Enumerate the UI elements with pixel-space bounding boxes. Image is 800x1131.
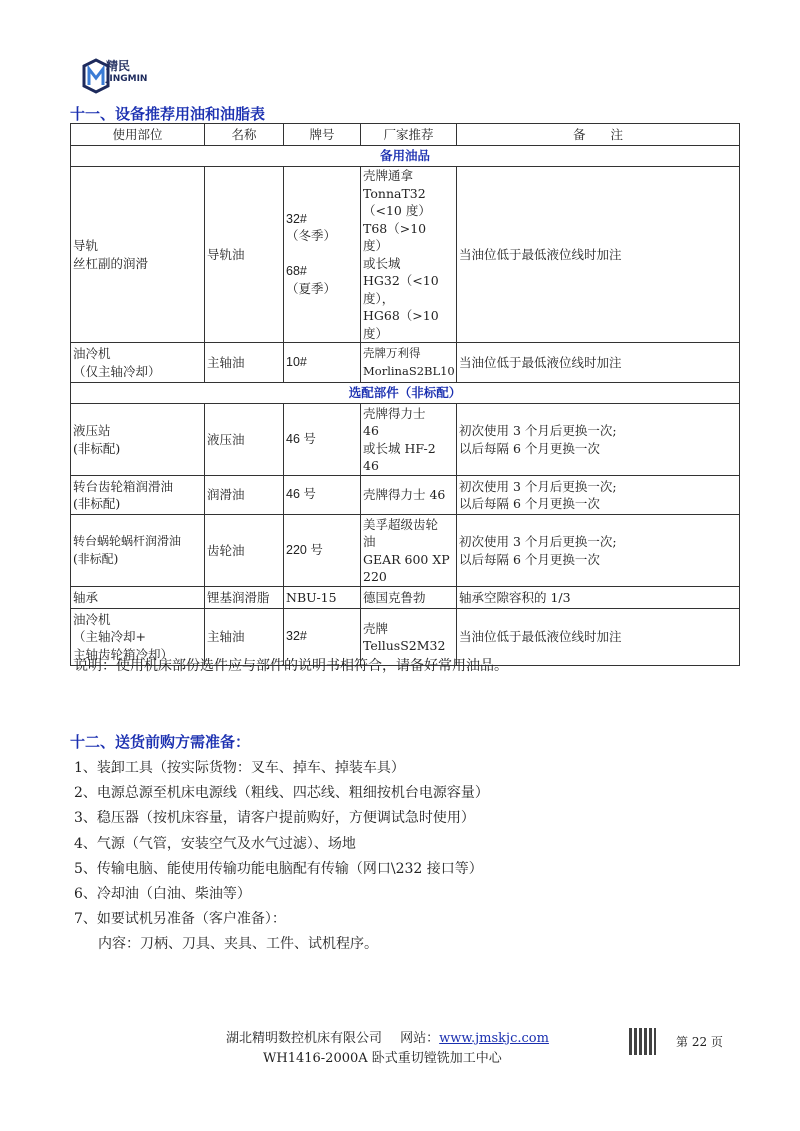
oil-table xyxy=(70,123,740,666)
header-cell: 牌号 xyxy=(284,124,361,146)
part-cell: 油冷机 （主轴冷却+ 主轴齿轮箱冷却） xyxy=(71,609,205,666)
table-row xyxy=(71,167,740,343)
note-cell: 轴承空隙容积的 1/3 xyxy=(457,587,740,609)
table-row xyxy=(71,515,740,587)
note-cell: 初次使用 3 个月后更换一次; 以后每隔 6 个月更换一次 xyxy=(457,515,740,587)
header-cell: 名称 xyxy=(205,124,284,146)
grade-cell: NBU-15 xyxy=(284,587,361,609)
table-row xyxy=(71,404,740,476)
maker-cell: 壳牌 TellusS2M32 xyxy=(361,609,457,666)
table-row xyxy=(71,587,740,609)
footer-company-line xyxy=(226,1027,549,1046)
part-cell: 转台齿轮箱润滑油 (非标配) xyxy=(71,476,205,515)
name-cell: 主轴油 xyxy=(205,343,284,383)
group-heading: 备用油品 xyxy=(71,146,740,167)
table-header-row xyxy=(71,124,740,146)
maker-cell: 壳牌得力士 46 xyxy=(361,476,457,515)
grade-cell: 220 号 xyxy=(284,515,361,587)
maker-cell: 德国克鲁勃 xyxy=(361,587,457,609)
list-item: 1、装卸工具（按实际货物：叉车、掉车、掉装车具） xyxy=(74,760,405,776)
list-subitem: 内容：刀柄、刀具、夹具、工件、试机程序。 xyxy=(98,936,378,953)
logo-en: JINGMIN xyxy=(106,74,148,84)
grade-cell: 46 号 xyxy=(284,404,361,476)
page-number: 第 22 页 xyxy=(676,1035,723,1049)
footer-model: WH1416-2000A 卧式重切镗铣加工中心 xyxy=(263,1051,502,1066)
name-cell: 齿轮油 xyxy=(205,515,284,587)
section-11-title: 十一、设备推荐用油和油脂表 xyxy=(70,105,266,123)
name-cell: 润滑油 xyxy=(205,476,284,515)
table-row xyxy=(71,343,740,383)
group-heading: 选配部件（非标配） xyxy=(71,383,740,404)
note-cell: 当油位低于最低液位线时加注 xyxy=(457,167,740,343)
part-cell: 转台蜗轮蜗杆润滑油 (非标配) xyxy=(71,515,205,587)
maker-cell: 美孚超级齿轮 油 GEAR 600 XP 220 xyxy=(361,515,457,587)
table-row xyxy=(71,476,740,515)
part-cell: 导轨 丝杠副的润滑 xyxy=(71,167,205,343)
maker-cell: 壳牌万利得 MorlinaS2BL10 xyxy=(361,343,457,383)
logo-cn: 精民 xyxy=(106,59,131,73)
maker-cell: 壳牌得力士 46 或长城 HF-2 46 xyxy=(361,404,457,476)
note-cell: 初次使用 3 个月后更换一次; 以后每隔 6 个月更换一次 xyxy=(457,476,740,515)
grade-cell: 32# （冬季） 68# （夏季） xyxy=(284,167,361,343)
part-cell: 轴承 xyxy=(71,587,205,609)
preparation-list xyxy=(74,756,489,958)
part-cell: 油冷机 （仅主轴冷却） xyxy=(71,343,205,383)
grade-cell: 32# xyxy=(284,609,361,666)
grade-cell: 46 号 xyxy=(284,476,361,515)
name-cell: 液压油 xyxy=(205,404,284,476)
qr-code-icon xyxy=(629,1028,656,1055)
list-item: 6、冷却油（白油、柴油等） xyxy=(74,886,251,903)
grade-cell: 10# xyxy=(284,343,361,383)
list-item: 5、传输电脑、能使用传输功能电脑配有传输（网口\232 接口等） xyxy=(74,860,483,877)
part-cell: 液压站 (非标配) xyxy=(71,404,205,476)
list-item: 4、气源（气管，安装空气及水气过滤）、场地 xyxy=(74,835,356,852)
note-cell: 初次使用 3 个月后更换一次; 以后每隔 6 个月更换一次 xyxy=(457,404,740,476)
name-cell: 导轨油 xyxy=(205,167,284,343)
list-item: 3、稳压器（按机床容量，请客户提前购好，方便调试急时使用） xyxy=(74,810,475,827)
section-12-title: 十二、送货前购方需准备： xyxy=(70,733,251,751)
header-cell: 使用部位 xyxy=(71,124,205,146)
name-cell: 锂基润滑脂 xyxy=(205,587,284,609)
note-cell: 当油位低于最低液位线时加注 xyxy=(457,609,740,666)
website-link[interactable]: www.jmskjc.com xyxy=(439,1031,549,1046)
maker-cell: 壳牌通拿 TonnaT32 （<10 度） T68（>10 度） 或长城 HG32（<10 度）， HG68（>10 度） xyxy=(361,167,457,343)
company-name: 湖北精明数控机床有限公司 xyxy=(226,1031,383,1046)
logo-text xyxy=(106,60,147,86)
site-label: 网站： xyxy=(400,1031,440,1046)
name-cell: 主轴油 xyxy=(205,609,284,666)
list-item: 2、电源总源至机床电源线（粗线、四芯线、粗细按机台电源容量） xyxy=(74,785,489,802)
header-cell: 备 注 xyxy=(457,124,740,146)
table-remark: 说明：使用机床部份选件应与部件的说明书相符合，请备好常用油品。 xyxy=(74,658,508,674)
list-item: 7、如要试机另准备（客户准备）： xyxy=(74,911,286,928)
note-cell: 当油位低于最低液位线时加注 xyxy=(457,343,740,383)
header-cell: 厂家推荐 xyxy=(361,124,457,146)
